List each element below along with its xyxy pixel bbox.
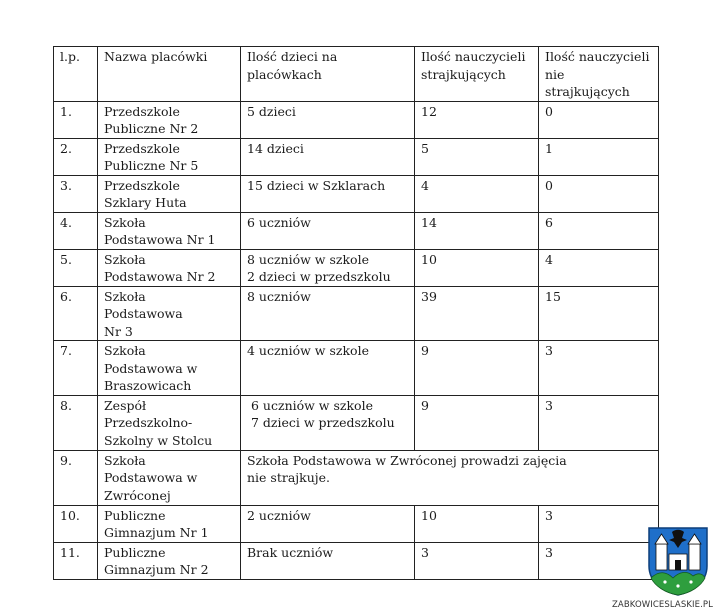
cell-lp: 4. <box>54 212 98 249</box>
table-row <box>54 101 659 138</box>
cell-not-striking: 3 <box>539 395 659 450</box>
cell-striking: 9 <box>415 341 539 396</box>
cell-children: 8 uczniów w szkole 2 dzieci w przedszkolu <box>241 249 415 286</box>
table-row <box>54 175 659 212</box>
cell-name: Szkoła Podstawowa Nr 3 <box>98 286 241 341</box>
table-row <box>54 286 659 341</box>
cell-striking: 10 <box>415 505 539 542</box>
cell-name: Publiczne Gimnazjum Nr 2 <box>98 542 241 579</box>
cell-children: 5 dzieci <box>241 101 415 138</box>
cell-lp: 9. <box>54 450 98 505</box>
table-body <box>54 47 659 580</box>
cell-lp: 8. <box>54 395 98 450</box>
cell-children: 15 dzieci w Szklarach <box>241 175 415 212</box>
cell-striking: 4 <box>415 175 539 212</box>
cell-not-striking: 0 <box>539 101 659 138</box>
header-lp: l.p. <box>54 47 98 102</box>
header-children: Ilość dzieci na placówkach <box>241 47 415 102</box>
cell-name: Szkoła Podstawowa Nr 1 <box>98 212 241 249</box>
cell-name: Przedszkole Publiczne Nr 2 <box>98 101 241 138</box>
cell-striking: 14 <box>415 212 539 249</box>
cell-lp: 10. <box>54 505 98 542</box>
cell-name: Szkoła Podstawowa Nr 2 <box>98 249 241 286</box>
cell-children: 6 uczniów w szkole 7 dzieci w przedszkolu <box>241 395 415 450</box>
watermark: ZABKOWICESLASKIE.PL <box>612 600 713 610</box>
cell-not-striking: 15 <box>539 286 659 341</box>
cell-children: Brak uczniów <box>241 542 415 579</box>
table-row <box>54 395 659 450</box>
cell-not-striking: 3 <box>539 341 659 396</box>
cell-merged-note: Szkoła Podstawowa w Zwróconej prowadzi zajęcia nie strajkuje. <box>241 450 659 505</box>
cell-name: Przedszkole Szklary Huta <box>98 175 241 212</box>
table-row <box>54 450 659 505</box>
table-row <box>54 212 659 249</box>
cell-striking: 3 <box>415 542 539 579</box>
cell-not-striking: 0 <box>539 175 659 212</box>
cell-lp: 11. <box>54 542 98 579</box>
table-row <box>54 249 659 286</box>
cell-lp: 5. <box>54 249 98 286</box>
header-row <box>54 47 659 102</box>
cell-name: Przedszkole Publiczne Nr 5 <box>98 138 241 175</box>
header-name: Nazwa placówki <box>98 47 241 102</box>
cell-name: Publiczne Gimnazjum Nr 1 <box>98 505 241 542</box>
cell-children: 6 uczniów <box>241 212 415 249</box>
cell-lp: 7. <box>54 341 98 396</box>
cell-name: Szkoła Podstawowa w Zwróconej <box>98 450 241 505</box>
header-striking: Ilość nauczycieli strajkujących <box>415 47 539 102</box>
cell-lp: 1. <box>54 101 98 138</box>
table-row <box>54 505 659 542</box>
cell-not-striking: 3 <box>539 505 659 542</box>
cell-striking: 5 <box>415 138 539 175</box>
coat-of-arms-icon <box>647 526 709 596</box>
cell-children: 2 uczniów <box>241 505 415 542</box>
table-row <box>54 341 659 396</box>
hills <box>651 572 705 595</box>
cell-lp: 3. <box>54 175 98 212</box>
strike-table <box>53 46 659 580</box>
cell-striking: 9 <box>415 395 539 450</box>
header-not-striking: Ilość nauczycieli nie strajkujących <box>539 47 659 102</box>
cell-name: Szkoła Podstawowa w Braszowicach <box>98 341 241 396</box>
cell-not-striking: 6 <box>539 212 659 249</box>
cell-striking: 10 <box>415 249 539 286</box>
cell-not-striking: 3 <box>539 542 659 579</box>
cell-not-striking: 4 <box>539 249 659 286</box>
cell-name: Zespół Przedszkolno- Szkolny w Stolcu <box>98 395 241 450</box>
cell-children: 4 uczniów w szkole <box>241 341 415 396</box>
cell-not-striking: 1 <box>539 138 659 175</box>
cell-children: 14 dzieci <box>241 138 415 175</box>
table-row <box>54 542 659 579</box>
cell-lp: 6. <box>54 286 98 341</box>
cell-children: 8 uczniów <box>241 286 415 341</box>
cell-lp: 2. <box>54 138 98 175</box>
cell-striking: 39 <box>415 286 539 341</box>
table-row <box>54 138 659 175</box>
cell-striking: 12 <box>415 101 539 138</box>
